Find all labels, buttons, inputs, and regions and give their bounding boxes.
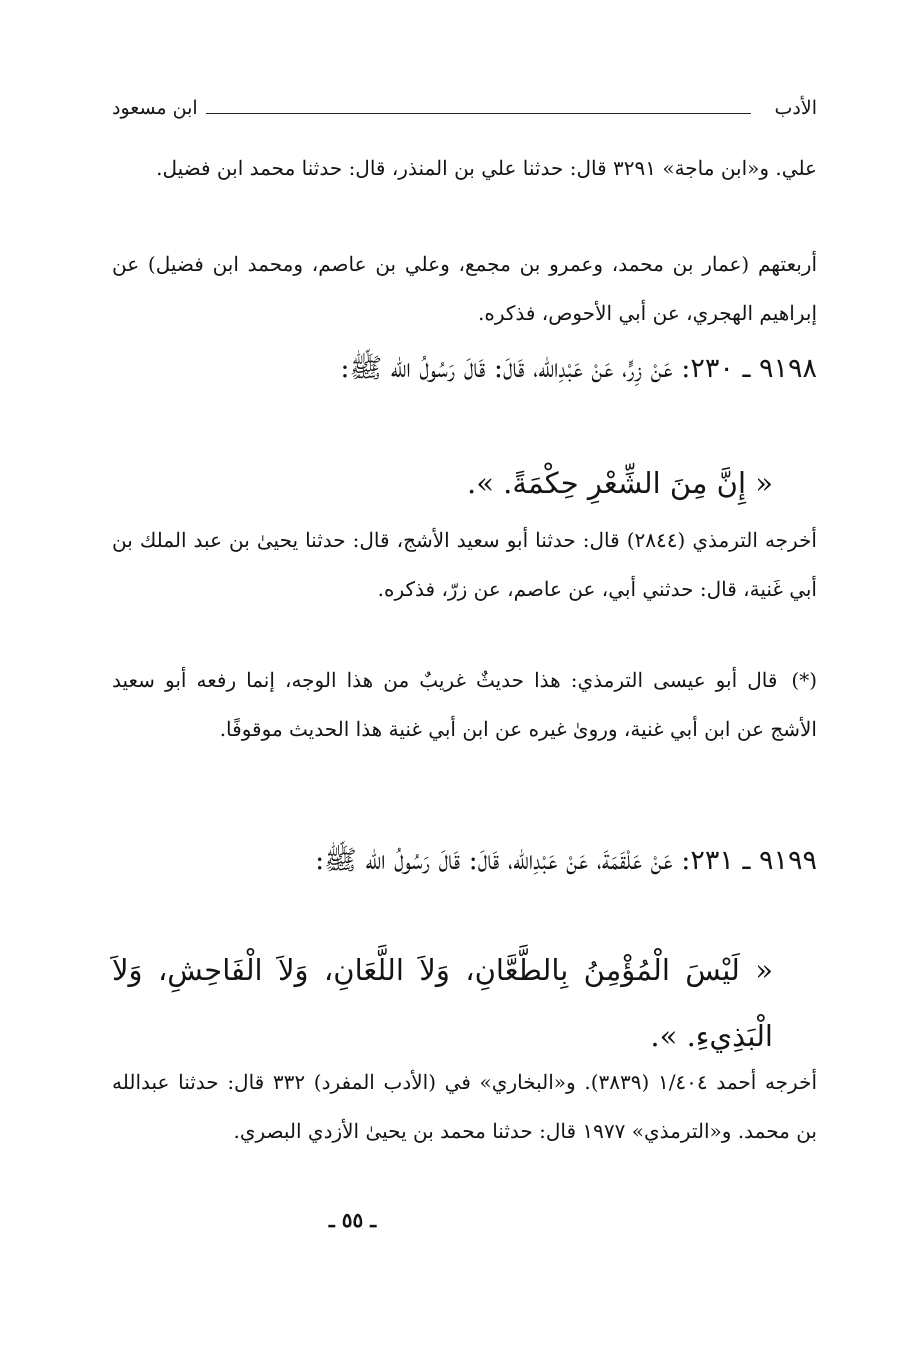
running-head-chapter: ابن مسعود bbox=[112, 97, 198, 119]
source-paragraph-1: علي. و«ابن ماجة» ٣٢٩١ قال: حدثنا علي بن المنذر، قال: حدثنا محمد ابن فضيل. bbox=[156, 156, 817, 180]
page-number: ـ ٥٥ ـ bbox=[328, 1208, 377, 1232]
tirmidhi-comment-text: قال أبو عيسى الترمذي: هذا حديثٌ غريبٌ من هذا الوجه، إنما رفعه أبو سعيد الأشج عن ابن أبي غنية، وروىٰ غيره عن ابن أبي غنية هذا الحديث موقوفًا. bbox=[112, 668, 817, 741]
hadith-9199-matn: « لَيْسَ الْمُؤْمِنُ بِالطَّعَّانِ، وَلاَ اللَّعَانِ، وَلاَ الْفَاحِشِ، وَلاَ الْبَذِيءِ. ». bbox=[112, 953, 773, 1053]
hadith-9199-isnad: ٩١٩٩ ـ ٢٣١: عَنْ عَلْقَمَةَ، عَنْ عَبْدِالله، قَالَ: قَالَ رَسُولُ الله ﷺ: bbox=[315, 845, 817, 876]
document-page bbox=[112, 0, 817, 1346]
takhrij-9198: أخرجه الترمذي (٢٨٤٤) قال: حدثنا أبو سعيد الأشج، قال: حدثنا يحيىٰ بن عبد الملك بن أبي غَنية، قال: حدثني أبي، عن عاصم، عن زرّ، فذكره. bbox=[112, 528, 817, 601]
hadith-9198-isnad: ٩١٩٨ ـ ٢٣٠: عَنْ زِرٍّ، عَنْ عَبْدِالله، قَالَ: قَالَ رَسُولُ الله ﷺ: bbox=[340, 353, 817, 384]
takhrij-9199: أخرجه أحمد ١/٤٠٤ (٣٨٣٩). و«البخاري» في (الأدب المفرد) ٣٣٢ قال: حدثنا عبدالله بن محمد. و«الترمذي» ١٩٧٧ قال: حدثنا محمد بن يحيىٰ الأزدي البصري. bbox=[112, 1070, 817, 1143]
running-head-rule bbox=[206, 113, 751, 114]
tirmidhi-comment bbox=[112, 656, 817, 754]
source-paragraph-2: أربعتهم (عمار بن محمد، وعمرو بن مجمع، وعلي بن عاصم، ومحمد ابن فضيل) عن إبراهيم الهجري، عن أبي الأحوص، فذكره. bbox=[112, 252, 817, 325]
running-head bbox=[112, 97, 817, 127]
hadith-9198-matn: « إِنَّ مِنَ الشِّعْرِ حِكْمَةً. ». bbox=[467, 466, 773, 500]
note-marker: (*) bbox=[791, 668, 817, 692]
running-head-section: الأدب bbox=[774, 97, 817, 119]
